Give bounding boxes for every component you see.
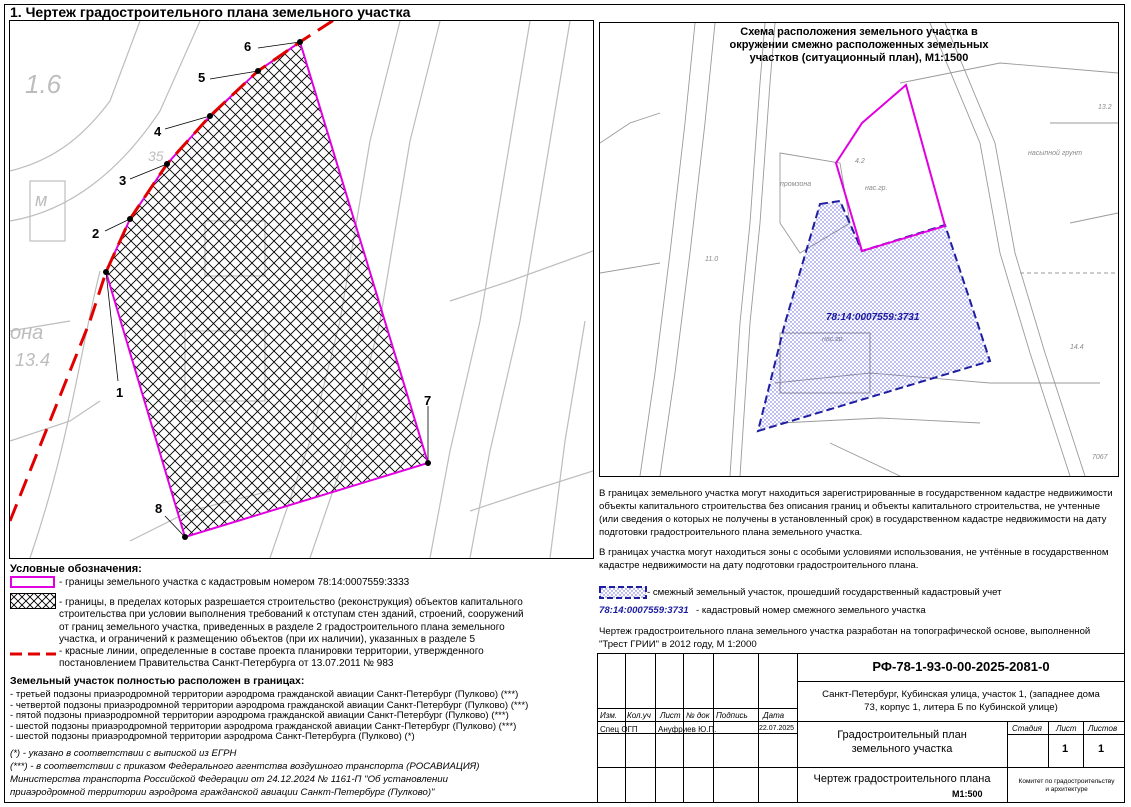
zone-item: - третьей подзоны приаэродромной территории аэродрома гражданской авиации Санкт-Петербург (Пулково) (***) (10, 689, 519, 700)
footnote: (***) - в соответствии с приказом Федерального агентства воздушного транспорта (РОСАВИАЦИЯ) (10, 761, 480, 772)
sheet-label: Лист (1056, 724, 1077, 733)
topo-label: 11.0 (705, 256, 719, 263)
legend-title: Условные обозначения: (10, 563, 142, 575)
legend-line: постановлением Правительства Санкт-Петербурга от 13.07.2011 № 983 (59, 658, 394, 670)
legend-item-red-line (59, 646, 549, 671)
point-label-1: 1 (116, 385, 124, 400)
legend-build-swatch (10, 593, 56, 609)
legend-line: участка, и ограничений к размещению объектов (при их наличии), указанных в разделе 5 (59, 634, 476, 646)
doc-title-line: Градостроительный план (837, 729, 967, 741)
person: Ануфриев Ю.П. (658, 725, 717, 734)
tb-vline (1048, 721, 1049, 767)
legend-line: от границ земельного участка, приведенных в разделе 2 градостроительного плана земельного (59, 621, 505, 633)
zone-item: - пятой подзоны приаэродромной территории аэродрома гражданской авиации Санкт-Петербург (Пулково) (***) (10, 710, 509, 722)
footnote: (*) - указано в соответствии с выпиской из ЕГРН (10, 748, 237, 759)
drawing-scale: М1:500 (952, 789, 983, 799)
legend-plot-swatch (10, 576, 55, 588)
doc-number: РФ-78-1-93-0-00-2025-2081-0 (872, 659, 1050, 674)
sheets-number: 1 (1098, 743, 1105, 755)
info-paragraph-2: В границах участка могут находиться зоны с особыми условиями использования, не учтённые в государственном кадастре недвижимости на дату подготовки градостроительного плана. (599, 547, 1109, 571)
topo-label: 13.2 (1098, 104, 1112, 111)
point-label-3: 3 (119, 173, 127, 188)
col-kol: Кол.уч (627, 711, 651, 720)
topo-label: 14.4 (1070, 344, 1084, 351)
organization (1008, 778, 1125, 794)
situation-title-line: окружении смежно расположенных земельных (729, 39, 989, 51)
point-label-7: 7 (424, 393, 432, 408)
topo-label: 35 (148, 148, 164, 164)
col-sign: Подпись (716, 711, 748, 720)
situation-map-title (600, 26, 1118, 65)
tb-hline (597, 721, 1125, 722)
tb-hline (797, 681, 1125, 682)
land-plot-polygon[interactable] (106, 42, 428, 537)
org-line: Комитет по градостроительству (1018, 778, 1115, 785)
legend-line: - красные линии, определенные в составе проекта планировки территории, утвержденного (59, 646, 484, 657)
address (797, 688, 1125, 714)
address-line: 73, корпус 1, литера Б по Кубинской улице) (864, 702, 1058, 713)
topo-label: нас.гр. (865, 185, 888, 192)
footnote: Министерства транспорта Российской Федерации от 24.12.2024 № 1161-П "Об установлении (10, 774, 448, 785)
sheets-label: Листов (1088, 724, 1118, 733)
situation-title-line: Схема расположения земельного участка в (740, 26, 978, 38)
topo-label: м (35, 190, 48, 210)
zone-item: - шестой подзоны приаэродромной территории аэродрома гражданской авиации Санкт-Петербург (Пулково) (***) (10, 720, 517, 732)
cad-number-legend-text: - кадастровый номер смежного земельного участка (696, 605, 926, 616)
sign-date: 22.07.2025 (759, 725, 795, 732)
col-list: Лист (660, 711, 681, 720)
col-doc: № док (686, 711, 710, 720)
adjacent-cadastral-label: 78:14:0007559:3731 (826, 312, 920, 323)
doc-title-line: земельного участка (851, 743, 953, 755)
drawing-title: Чертеж градостроительного плана (813, 773, 991, 785)
topo-note: Чертеж градостроительного плана земельного участка разработан на топографической основе, выполненной "Трест ГРИИ" в 2012 году, М 1:2000 (599, 626, 1091, 650)
situation-title-line: участков (ситуационный план), М1:1500 (749, 52, 969, 64)
topo-label: 13.4 (15, 350, 51, 370)
situation-plan-svg (600, 23, 1118, 476)
point-label-5: 5 (198, 70, 206, 85)
point-label-2: 2 (92, 226, 100, 241)
topo-label: 4.2 (855, 158, 865, 165)
tb-hline (597, 767, 1125, 768)
subject-plot-polygon[interactable] (836, 85, 945, 251)
stage-label: Стадия (1012, 724, 1042, 733)
footnotes (10, 747, 600, 799)
point-label-8: 8 (155, 501, 163, 516)
col-date: Дата (763, 711, 785, 720)
sheet-number: 1 (1062, 743, 1069, 755)
topo-label: насыпной грунт (1028, 150, 1083, 157)
tb-hline (1007, 734, 1125, 735)
topo-label: промзона (780, 181, 812, 188)
legend-item-build-zone (59, 597, 549, 647)
role: Спец ОГП (600, 725, 638, 734)
topo-label: 7067 (1092, 454, 1108, 461)
topo-label: 1.6 (25, 69, 62, 99)
point-label-6: 6 (244, 39, 252, 54)
zone-item: - шестой подзоны приаэродромной территории аэродрома Санкт-Петербурга (Пулково) (*) (10, 731, 415, 743)
col-izm: Изм. (600, 711, 618, 720)
legend-line: - границы, в пределах которых разрешается строительство (реконструкция) объектов капитального (59, 597, 523, 608)
footnote: приаэродромной территории аэродрома гражданской авиации Санкт-Петербург (Пулково)" (10, 787, 435, 798)
tb-vline (1083, 721, 1084, 767)
adjacent-legend-text: - смежный земельный участок, прошедший государственный кадастровый учет (647, 587, 1002, 598)
main-plan-svg (10, 21, 593, 558)
adjacent-legend-swatch (599, 586, 647, 599)
address-line: Санкт-Петербург, Кубинская улица, участок 1, (западнее дома (822, 689, 1100, 700)
sheet-title: 1. Чертеж градостроительного плана земельного участка (10, 4, 411, 20)
org-line: и архитектуре (1045, 786, 1088, 793)
point-label-4: 4 (154, 124, 162, 139)
legend-red-line-swatch (10, 650, 56, 658)
tb-hline (597, 708, 797, 709)
cad-number-legend: 78:14:0007559:3731 (599, 605, 689, 616)
doc-title (798, 728, 1006, 756)
zones-title: Земельный участок полностью расположен в границах: (10, 675, 305, 687)
situation-plan-map[interactable] (599, 22, 1119, 477)
info-paragraph-1: В границах земельного участка могут находиться зарегистрированные в государственном кадастре недвижимости объекты капитального строительства без описания границ и объекты капитального строительства, не учтенные (или сведения о которых не получены в установленный срок) в государственном кадастре недвижимости на дату подготовки градостроительного плана земельного участка. (599, 488, 1113, 538)
zone-item: - четвертой подзоны приаэродромной территории аэродрома гражданской авиации Санкт-Петербург (Пулково) (***) (10, 699, 529, 711)
tb-vline (655, 653, 656, 803)
main-plan-map[interactable] (9, 20, 594, 559)
legend-item-plot: - границы земельного участка с кадастровым номером 78:14:0007559:3333 (59, 577, 410, 588)
topo-label: она (10, 322, 44, 344)
zones-list (10, 690, 590, 743)
legend-line: строительства при условии выполнения требований к отступам стен зданий, строений, сооружений (59, 609, 524, 621)
